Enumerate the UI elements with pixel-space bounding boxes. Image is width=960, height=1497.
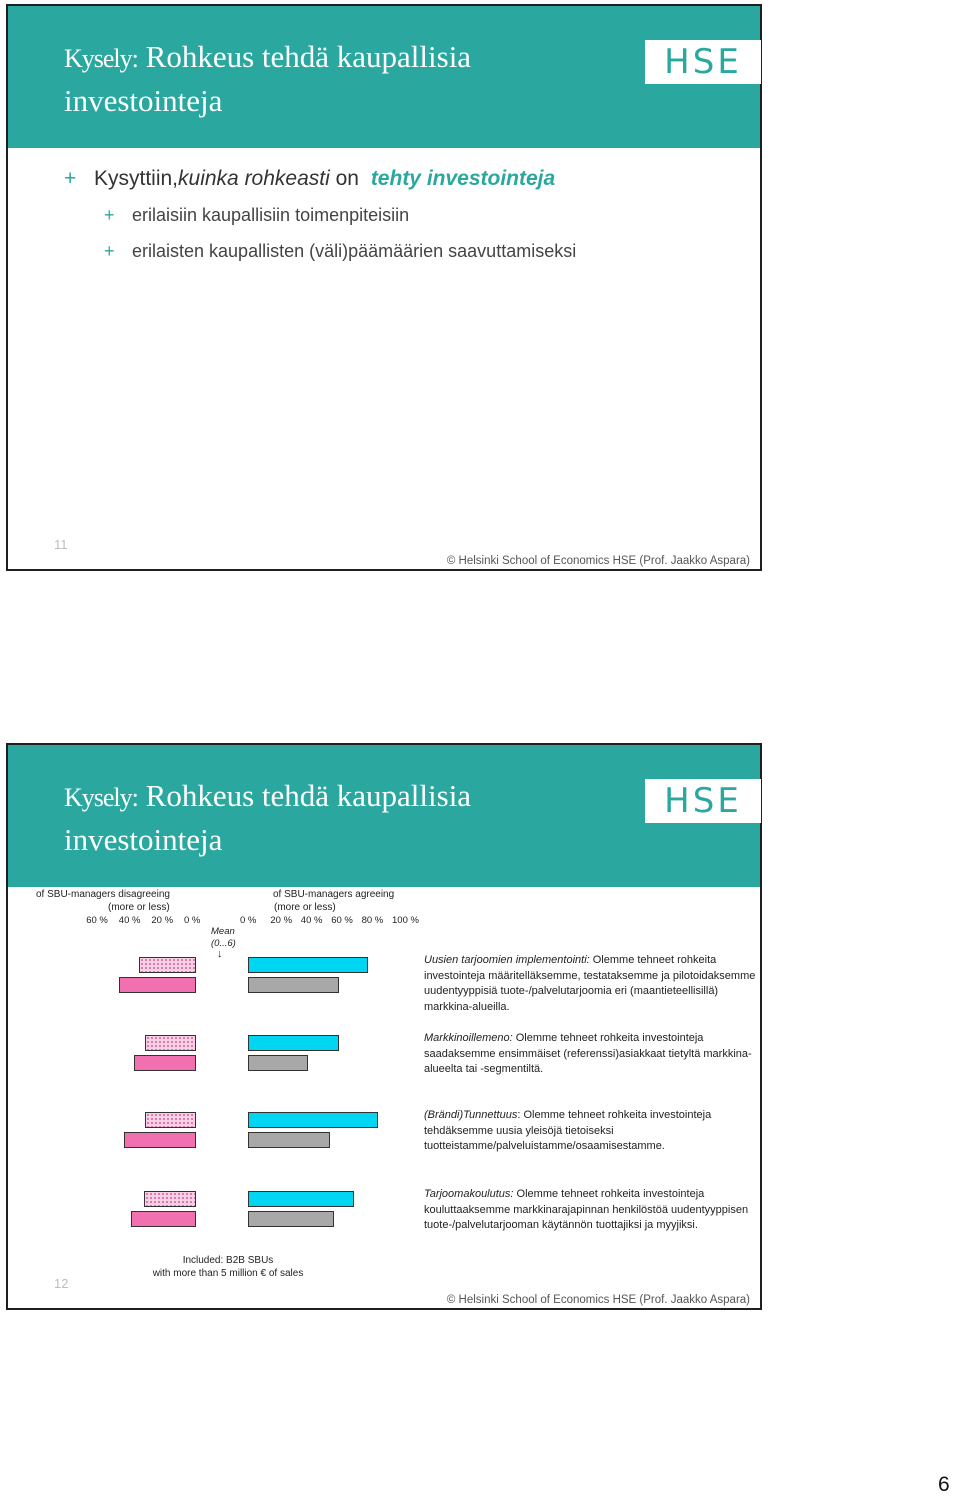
slide-header (8, 6, 760, 148)
agree-header: of SBU-managers agreeing (273, 889, 395, 900)
sub-bullet-text: erilaisiin kaupallisiin toimenpiteisiin (132, 204, 410, 225)
agree-axis-tick: 0 % (240, 915, 257, 926)
title-prefix: Kysely: (64, 44, 138, 73)
bullet-text-1: Kysyttiin, (94, 167, 179, 190)
disagree-bar-others (119, 977, 196, 993)
agree-subheader: (more or less) (274, 902, 336, 913)
agree-bar-top10 (248, 957, 368, 973)
item-description (424, 1108, 760, 1155)
item-description (424, 1031, 760, 1078)
disagree-bar-others (124, 1132, 196, 1148)
page-number: 6 (938, 1473, 950, 1496)
down-arrow-icon: ↓ (217, 948, 223, 960)
sub-bullet-text: erilaisten kaupallisten (väli)päämäärien saavuttamiseksi (132, 240, 577, 261)
disagree-header: of SBU-managers disagreeing (36, 889, 170, 900)
disagree-axis-tick: 20 % (151, 915, 174, 926)
agree-bar-others (248, 977, 339, 993)
slide-11 (6, 4, 762, 571)
title-text: Rohkeus tehdä kaupallisia investointeja (64, 778, 472, 857)
agree-axis-tick: 20 % (270, 915, 293, 926)
agree-axis-tick: 80 % (361, 915, 384, 926)
plus-icon: + (104, 204, 115, 225)
item-description (424, 953, 760, 1015)
sample-note-line-1: Included: B2B SBUs (182, 1255, 274, 1266)
title-text: Rohkeus tehdä kaupallisia investointeja (64, 39, 472, 118)
disagree-axis-tick: 0 % (184, 915, 201, 926)
hse-logo (645, 40, 761, 84)
disagree-bar-top10 (145, 1112, 196, 1128)
slide-title (64, 775, 624, 861)
agree-bar-others (248, 1132, 330, 1148)
item-label: (Brändi)Tunnettuus (424, 1109, 518, 1121)
disagree-bar-others (134, 1055, 196, 1071)
item-text: Olemme tehneet rohkeita investointeja saadaksemme ensimmäiset (referenssi)asiakkaat tietyltä markkina-alueelta tai -segmentiltä. (424, 1032, 752, 1075)
bullet-list (64, 161, 744, 269)
agree-bar-top10 (248, 1035, 339, 1051)
plus-icon: + (104, 240, 115, 261)
bullet-main (64, 161, 744, 197)
disagree-bar-top10 (144, 1191, 196, 1207)
hse-logo-text: HSE (664, 42, 742, 82)
plus-icon: + (64, 167, 77, 190)
slide-title (64, 36, 624, 122)
copyright-footer: © Helsinki School of Economics HSE (Prof. Jaakko Aspara) (446, 555, 750, 567)
title-prefix: Kysely: (64, 783, 138, 812)
item-description (424, 1187, 760, 1234)
hse-logo-text: HSE (664, 781, 742, 821)
item-label: Markkinoillemeno: (424, 1032, 513, 1044)
disagree-subheader: (more or less) (108, 902, 170, 913)
sub-bullet-1 (64, 197, 744, 233)
mean-range: (0...6) (211, 938, 236, 949)
sample-note (128, 1254, 328, 1280)
disagree-axis-tick: 60 % (86, 915, 108, 926)
agree-bar-top10 (248, 1191, 354, 1207)
copyright-footer: © Helsinki School of Economics HSE (Prof. Jaakko Aspara) (446, 1294, 750, 1306)
agree-bar-top10 (248, 1112, 378, 1128)
bullet-text-3: on (329, 167, 365, 190)
item-text: : Olemme tehneet rohkeita investointeja tehdäksemme uusia yleisöjä tietoiseksi tuotteistamme/palveluistamme/osaamisestamme. (424, 1109, 712, 1152)
sample-note-line-2: with more than 5 million € of sales (152, 1268, 304, 1279)
agree-axis-tick: 40 % (300, 915, 323, 926)
disagree-bar-top10 (139, 957, 196, 973)
bullet-text-2: kuinka rohkeasti (178, 167, 330, 190)
slide-12 (6, 743, 762, 1310)
slide-number: 12 (54, 1276, 69, 1291)
item-text: Olemme tehneet rohkeita investointeja määritelläksemme, testataksemme ja pilotoidaksemme uudentyyppisiä tuote-/palvelutarjoomia eri (maantieteellisillä) markkina-alueilla. (424, 954, 756, 1013)
slide-number: 11 (54, 537, 68, 552)
item-label: Uusien tarjoomien implementointi: (424, 954, 590, 966)
mean-label: Mean (211, 926, 235, 937)
hse-logo (645, 779, 761, 823)
disagree-bar-others (131, 1211, 196, 1227)
disagree-bar-top10 (145, 1035, 196, 1051)
bullet-text-4: tehty investointeja (370, 167, 556, 190)
sub-bullet-2 (64, 233, 744, 269)
item-label: Tarjoomakoulutus: (424, 1188, 514, 1200)
agree-bar-others (248, 1055, 308, 1071)
agree-axis-tick: 60 % (331, 915, 353, 926)
item-text: Olemme tehneet rohkeita investointeja kouluttaaksemme markkinarajapinnan henkilöstöä uudentyyppisen tuote-/palvelutarjooman käytännön tuottajiksi ja myyjiksi. (424, 1188, 749, 1231)
agree-bar-others (248, 1211, 334, 1227)
slide-header (8, 745, 760, 887)
agree-axis-tick: 100 % (392, 915, 419, 926)
disagree-axis-tick: 40 % (118, 915, 141, 926)
